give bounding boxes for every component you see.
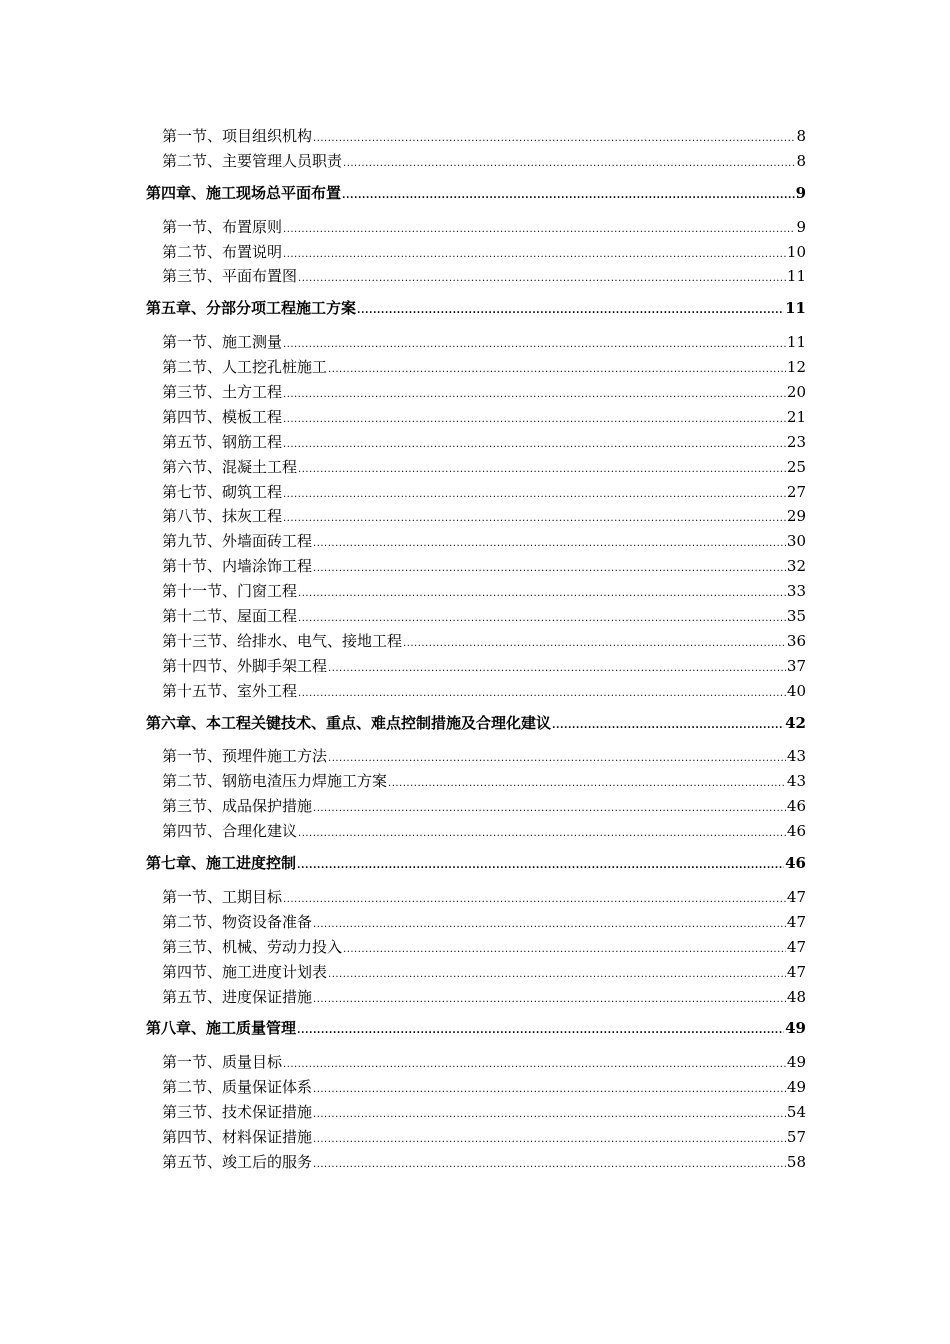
toc-entry-page-number: 30: [786, 532, 806, 551]
toc-dot-leader: [313, 564, 786, 574]
toc-dot-leader: [552, 721, 784, 731]
toc-section-entry[interactable]: [146, 405, 806, 430]
toc-dot-leader: [343, 945, 786, 955]
toc-entry-title: 第四节、合理化建议: [162, 822, 298, 841]
toc-entry-page-number: 9: [796, 217, 806, 236]
toc-entry-title: 第一节、工期目标: [162, 887, 283, 906]
toc-dot-leader: [298, 274, 786, 284]
toc-entry-page-number: 33: [786, 582, 806, 601]
toc-dot-leader: [283, 440, 786, 450]
toc-dot-leader: [313, 920, 786, 930]
toc-entry-page-number: 21: [786, 407, 806, 426]
toc-entry-title: 第三节、平面布置图: [162, 267, 298, 286]
toc-entry-page-number: 37: [786, 656, 806, 675]
toc-entry-page-number: 46: [785, 854, 806, 873]
toc-entry-title: 第一节、布置原则: [162, 217, 283, 236]
toc-entry-title: 第十五节、室外工程: [162, 681, 298, 700]
toc-entry-page-number: 43: [786, 772, 806, 791]
toc-dot-leader: [313, 1135, 786, 1145]
toc-entry-title: 第五节、进度保证措施: [162, 987, 313, 1006]
toc-section-entry[interactable]: [146, 629, 806, 654]
toc-dot-leader: [283, 1060, 786, 1070]
toc-entry-title: 第一节、项目组织机构: [162, 127, 313, 145]
toc-section-entry[interactable]: [146, 355, 806, 380]
toc-entry-title: 第一节、质量目标: [162, 1053, 283, 1072]
toc-section-entry[interactable]: [146, 455, 806, 480]
toc-dot-leader: [313, 804, 786, 814]
toc-entry-page-number: 23: [786, 432, 806, 451]
toc-section-entry[interactable]: [146, 149, 806, 174]
toc-entry-title: 第三节、技术保证措施: [162, 1103, 313, 1122]
toc-section-entry[interactable]: [146, 1100, 806, 1125]
table-of-contents: [146, 124, 806, 1175]
toc-entry-page-number: 8: [796, 151, 806, 170]
toc-entry-page-number: 48: [786, 987, 806, 1006]
toc-entry-page-number: 47: [786, 937, 806, 956]
toc-entry-page-number: 29: [786, 507, 806, 526]
toc-entry-page-number: 8: [796, 127, 806, 145]
toc-section-entry[interactable]: [146, 264, 806, 289]
toc-section-entry[interactable]: [146, 910, 806, 935]
toc-entry-title: 第七章、施工进度控制: [146, 854, 297, 873]
toc-chapter-entry[interactable]: [146, 711, 806, 736]
toc-dot-leader: [298, 589, 786, 599]
toc-dot-leader: [313, 134, 795, 144]
toc-dot-leader: [313, 1160, 786, 1170]
toc-dot-leader: [328, 754, 786, 764]
toc-dot-leader: [298, 614, 786, 624]
toc-entry-title: 第一节、预埋件施工方法: [162, 747, 328, 766]
toc-section-entry[interactable]: [146, 1125, 806, 1150]
toc-section-entry[interactable]: [146, 554, 806, 579]
toc-entry-title: 第十二节、屋面工程: [162, 607, 298, 626]
toc-entry-page-number: 42: [785, 713, 806, 732]
toc-entry-page-number: 43: [786, 747, 806, 766]
toc-entry-page-number: 35: [786, 607, 806, 626]
toc-entry-page-number: 11: [786, 267, 806, 286]
toc-entry-page-number: 11: [786, 333, 806, 352]
toc-entry-title: 第九节、外墙面砖工程: [162, 532, 313, 551]
toc-entry-title: 第二节、钢筋电渣压力焊施工方案: [162, 772, 388, 791]
toc-dot-leader: [283, 340, 786, 350]
toc-dot-leader: [403, 639, 786, 649]
toc-entry-page-number: 11: [785, 299, 806, 318]
toc-section-entry[interactable]: [146, 794, 806, 819]
toc-chapter-entry[interactable]: [146, 851, 806, 876]
toc-dot-leader: [343, 159, 795, 169]
toc-section-entry[interactable]: [146, 604, 806, 629]
toc-section-entry[interactable]: [146, 480, 806, 505]
toc-dot-leader: [357, 306, 784, 316]
toc-dot-leader: [328, 664, 786, 674]
toc-dot-leader: [297, 861, 784, 871]
toc-entry-title: 第三节、土方工程: [162, 383, 283, 402]
toc-entry-title: 第三节、机械、劳动力投入: [162, 937, 343, 956]
toc-dot-leader: [298, 689, 786, 699]
toc-entry-page-number: 58: [786, 1152, 806, 1171]
toc-entry-title: 第十三节、给排水、电气、接地工程: [162, 631, 403, 650]
toc-entry-title: 第十一节、门窗工程: [162, 582, 298, 601]
toc-entry-title: 第二节、主要管理人员职责: [162, 151, 343, 170]
toc-dot-leader: [283, 225, 795, 235]
toc-dot-leader: [283, 415, 786, 425]
toc-entry-page-number: 40: [786, 681, 806, 700]
toc-entry-page-number: 10: [786, 242, 806, 261]
toc-entry-title: 第五章、分部分项工程施工方案: [146, 299, 357, 318]
toc-section-entry[interactable]: [146, 529, 806, 554]
toc-section-entry[interactable]: [146, 1050, 806, 1075]
toc-section-entry[interactable]: [146, 769, 806, 794]
toc-dot-leader: [313, 995, 786, 1005]
toc-entry-page-number: 47: [786, 912, 806, 931]
toc-entry-title: 第二节、物资设备准备: [162, 912, 313, 931]
toc-entry-page-number: 49: [785, 1019, 806, 1038]
toc-entry-page-number: 9: [795, 183, 806, 202]
toc-chapter-entry[interactable]: [146, 1016, 806, 1041]
toc-dot-leader: [313, 539, 786, 549]
toc-entry-title: 第二节、人工挖孔桩施工: [162, 358, 328, 377]
toc-section-entry[interactable]: [146, 330, 806, 355]
toc-section-entry[interactable]: [146, 215, 806, 240]
toc-dot-leader: [328, 365, 786, 375]
toc-entry-title: 第四章、施工现场总平面布置: [146, 183, 342, 202]
toc-dot-leader: [313, 1110, 786, 1120]
toc-entry-title: 第二节、质量保证体系: [162, 1078, 313, 1097]
toc-dot-leader: [297, 1026, 784, 1036]
toc-entry-page-number: 47: [786, 962, 806, 981]
toc-entry-page-number: 46: [786, 797, 806, 816]
toc-section-entry[interactable]: [146, 1075, 806, 1100]
toc-section-entry[interactable]: [146, 654, 806, 679]
toc-entry-page-number: 12: [786, 358, 806, 377]
toc-entry-title: 第七节、砌筑工程: [162, 482, 283, 501]
toc-entry-page-number: 49: [786, 1053, 806, 1072]
toc-entry-title: 第四节、施工进度计划表: [162, 962, 328, 981]
toc-chapter-entry[interactable]: [146, 181, 806, 206]
toc-section-entry[interactable]: [146, 1150, 806, 1175]
toc-entry-title: 第八章、施工质量管理: [146, 1019, 297, 1038]
toc-entry-title: 第四节、模板工程: [162, 407, 283, 426]
toc-dot-leader: [283, 390, 786, 400]
toc-entry-title: 第三节、成品保护措施: [162, 797, 313, 816]
toc-entry-page-number: 47: [786, 887, 806, 906]
toc-entry-title: 第六章、本工程关键技术、重点、难点控制措施及合理化建议: [146, 713, 552, 732]
toc-entry-title: 第十四节、外脚手架工程: [162, 656, 328, 675]
toc-entry-page-number: 27: [786, 482, 806, 501]
toc-section-entry[interactable]: [146, 679, 806, 704]
toc-section-entry[interactable]: [146, 124, 806, 149]
toc-chapter-entry[interactable]: [146, 296, 806, 321]
toc-dot-leader: [313, 1085, 786, 1095]
toc-section-entry[interactable]: [146, 430, 806, 455]
toc-entry-title: 第二节、布置说明: [162, 242, 283, 261]
toc-dot-leader: [283, 250, 786, 260]
toc-section-entry[interactable]: [146, 960, 806, 985]
toc-dot-leader: [342, 191, 795, 201]
toc-section-entry[interactable]: [146, 380, 806, 405]
toc-dot-leader: [298, 829, 786, 839]
toc-section-entry[interactable]: [146, 579, 806, 604]
toc-section-entry[interactable]: [146, 744, 806, 769]
toc-entry-page-number: 46: [786, 822, 806, 841]
toc-entry-page-number: 25: [786, 457, 806, 476]
toc-entry-title: 第五节、钢筋工程: [162, 432, 283, 451]
toc-dot-leader: [283, 514, 786, 524]
toc-section-entry[interactable]: [146, 240, 806, 265]
toc-section-entry[interactable]: [146, 504, 806, 529]
toc-section-entry[interactable]: [146, 885, 806, 910]
toc-entry-title: 第一节、施工测量: [162, 333, 283, 352]
toc-dot-leader: [283, 895, 786, 905]
toc-entry-page-number: 20: [786, 383, 806, 402]
toc-entry-page-number: 32: [786, 557, 806, 576]
toc-entry-title: 第四节、材料保证措施: [162, 1127, 313, 1146]
toc-entry-title: 第十节、内墙涂饰工程: [162, 557, 313, 576]
toc-entry-title: 第八节、抹灰工程: [162, 507, 283, 526]
toc-section-entry[interactable]: [146, 819, 806, 844]
toc-section-entry[interactable]: [146, 935, 806, 960]
toc-entry-title: 第六节、混凝土工程: [162, 457, 298, 476]
toc-dot-leader: [388, 779, 786, 789]
toc-entry-page-number: 57: [786, 1127, 806, 1146]
toc-entry-page-number: 36: [786, 631, 806, 650]
toc-dot-leader: [283, 490, 786, 500]
toc-entry-title: 第五节、竣工后的服务: [162, 1152, 313, 1171]
toc-dot-leader: [298, 465, 786, 475]
toc-section-entry[interactable]: [146, 985, 806, 1010]
toc-entry-page-number: 54: [786, 1103, 806, 1122]
toc-entry-page-number: 49: [786, 1078, 806, 1097]
toc-dot-leader: [328, 970, 786, 980]
